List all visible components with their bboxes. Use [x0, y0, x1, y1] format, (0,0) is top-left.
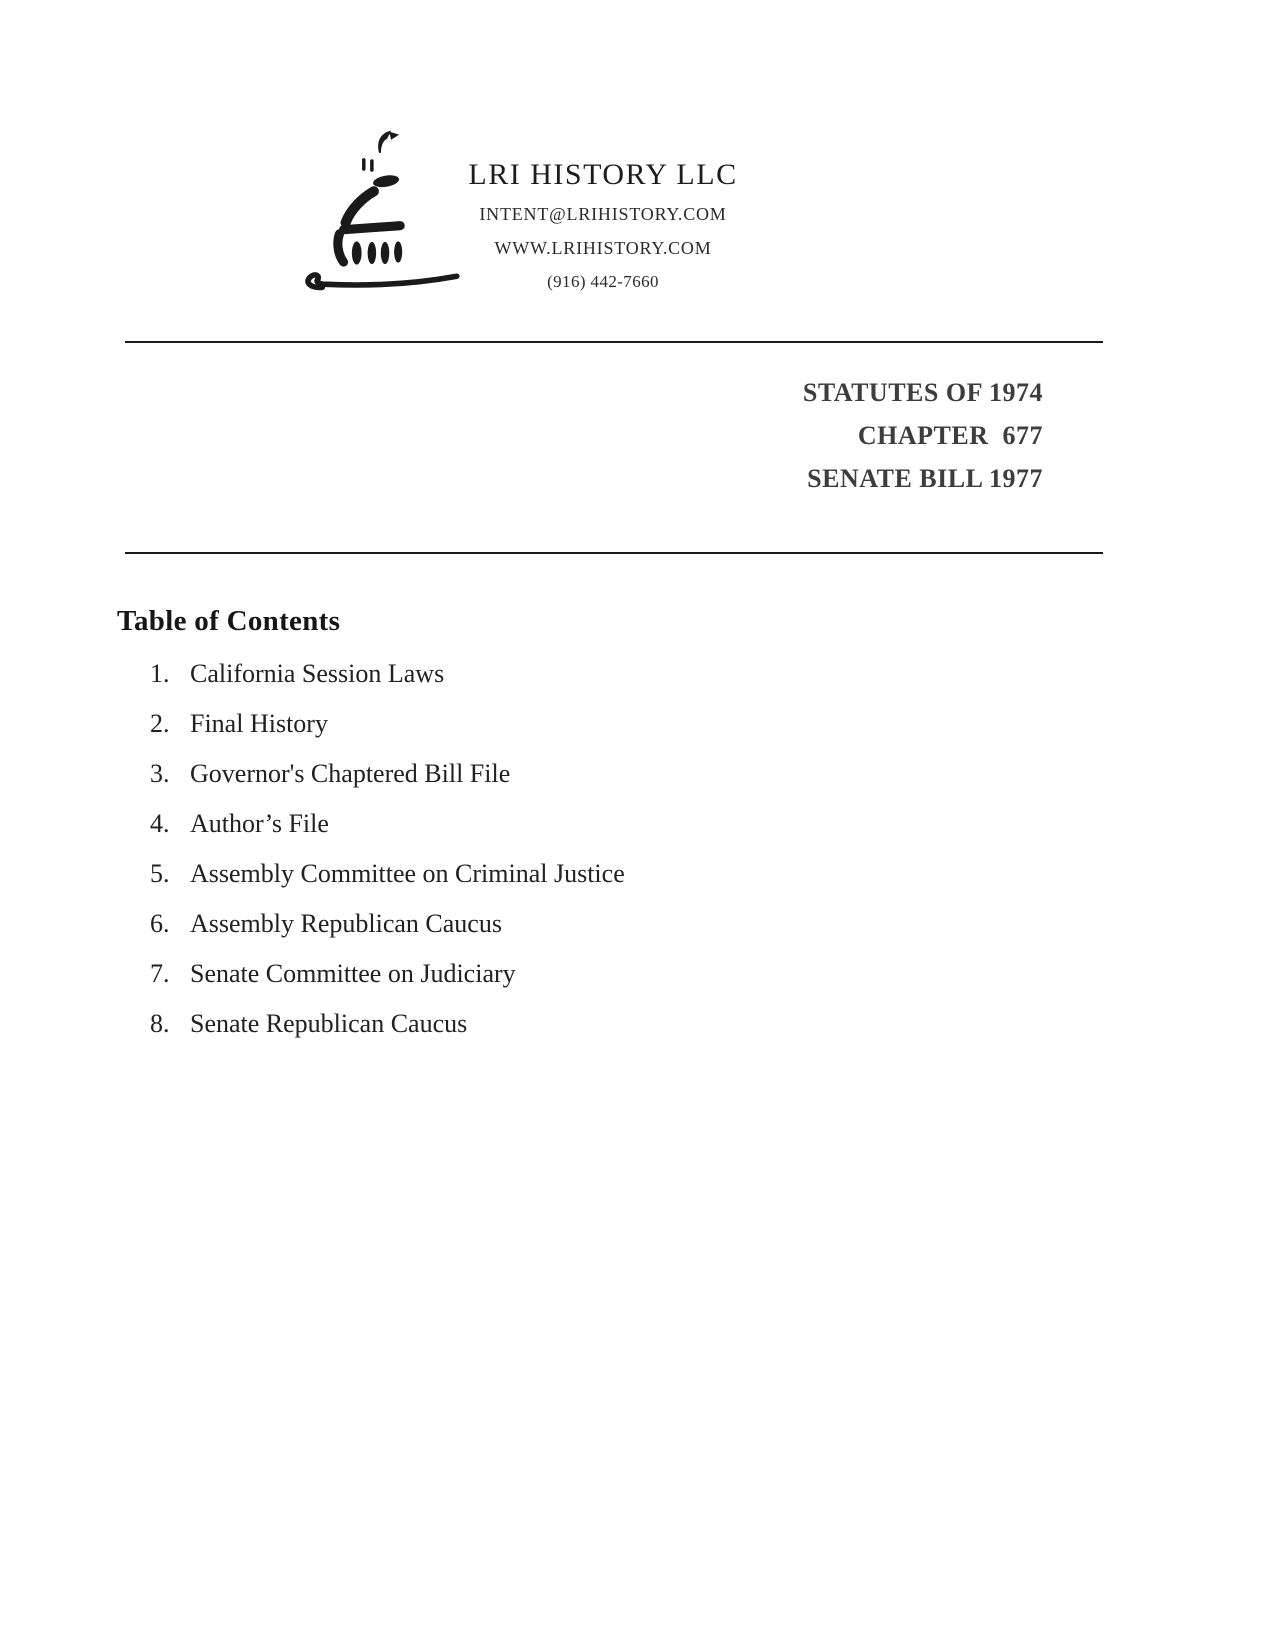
toc-item-senate-republican-caucus: [150, 999, 625, 1049]
toc-item-label: California Session Laws: [190, 659, 445, 688]
company-name: LRI HISTORY LLC: [468, 158, 738, 191]
toc-item-number: 7.: [150, 959, 170, 988]
toc-item-label: Assembly Republican Caucus: [190, 909, 502, 938]
toc-item-assembly-republican-caucus: [150, 899, 625, 949]
toc-item-number: 6.: [150, 909, 170, 938]
toc-item-number: 4.: [150, 809, 170, 838]
toc-item-label: Governor's Chaptered Bill File: [190, 759, 511, 788]
company-email: INTENT@LRIHISTORY.COM: [479, 204, 727, 224]
toc-item-authors-file: [150, 799, 625, 849]
toc-item-number: 2.: [150, 709, 170, 738]
toc-item-number: 1.: [150, 659, 170, 688]
letterhead: [428, 158, 778, 292]
toc-list: [150, 649, 625, 1049]
toc-item-number: 3.: [150, 759, 170, 788]
toc-item-senate-committee-judiciary: [150, 949, 625, 999]
statutes-year-line: STATUTES OF 1974: [802, 378, 1043, 407]
toc-item-assembly-committee-criminal-justice: [150, 849, 625, 899]
toc-item-final-history: [150, 699, 625, 749]
senate-bill-line: SENATE BILL 1977: [807, 464, 1043, 493]
toc-item-number: 5.: [150, 859, 170, 888]
toc-item-label: Final History: [190, 709, 328, 738]
divider-bottom: [125, 552, 1103, 554]
toc-item-label: Assembly Committee on Criminal Justice: [190, 859, 625, 888]
toc-item-label: Senate Republican Caucus: [190, 1009, 468, 1038]
divider-top: [125, 341, 1103, 343]
company-website: WWW.LRIHISTORY.COM: [494, 238, 712, 258]
company-phone: (916) 442-7660: [547, 272, 659, 291]
toc-item-label: Author’s File: [190, 809, 329, 838]
toc-item-number: 8.: [150, 1009, 170, 1038]
chapter-line: CHAPTER 677: [857, 421, 1043, 450]
toc-item-label: Senate Committee on Judiciary: [190, 959, 516, 988]
statute-title-block: [803, 371, 1043, 500]
toc-heading: Table of Contents: [117, 605, 341, 638]
toc-item-california-session-laws: [150, 649, 625, 699]
toc-item-governors-chaptered-bill-file: [150, 749, 625, 799]
